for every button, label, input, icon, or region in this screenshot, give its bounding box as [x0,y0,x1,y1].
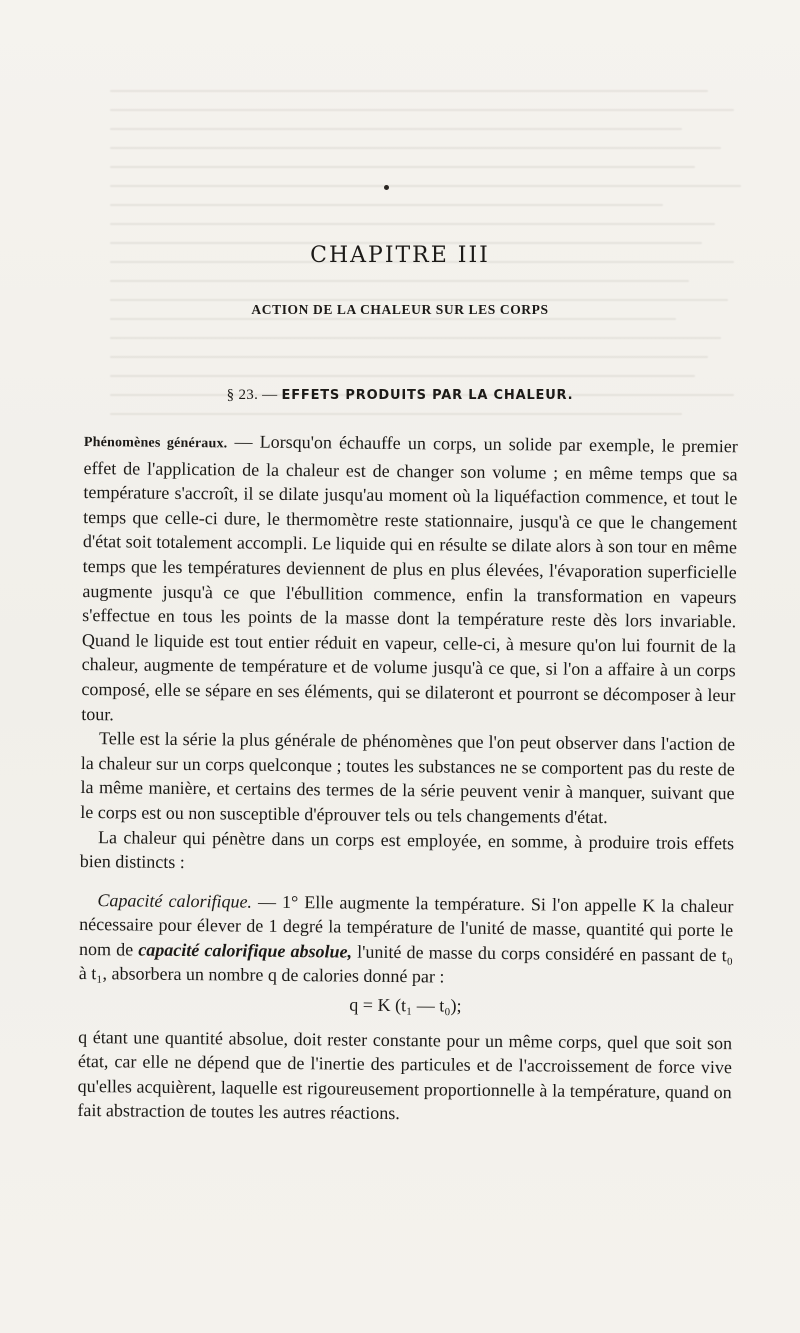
ink-dot [384,185,389,190]
paragraph-text: l'unité de masse du corps considéré en passant de t₀ à t₁, absorbera un nombre q de calories donné par : [78,941,734,987]
paragraph-text: — 1° Elle augmente la température. Si l'on appelle K la chaleur nécessaire pour élever de 1 degré la température de l'unité de masse, quantité qui porte le nom de [78,891,734,960]
paragraph-effets: La chaleur qui pénètre dans un corps est employée, en somme, à produire trois effets bien distincts : [79,826,735,873]
chapter-number: CHAPITRE III [310,243,490,268]
body-text [77,428,738,1129]
paragraph-q: q étant une quantité absolue, doit rester constante pour un même corps, quel que soit son état, car elle ne dépend que de l'inertie des particules et de l'accroissement de force vive qu'elles acquièrent, laquelle est rigoureusement proportionnelle à la température, quand on fait abstraction de toutes les autres réactions. [77,1026,733,1124]
section-heading [0,387,800,404]
paragraph-lead-in: Phénomènes généraux. [83,434,228,452]
section-number: § 23. — [226,387,278,403]
section-title: EFFETS PRODUITS PAR LA CHALEUR. [281,388,574,403]
formula: q = K (t₁ — t₀); [349,994,462,1016]
paragraph-phenomenes [81,428,738,732]
chapter-title: ACTION DE LA CHALEUR SUR LES CORPS [251,302,549,317]
term-capacite-absolue: capacité calorifique absolue, [138,939,353,962]
paragraph-text: — Lorsqu'on échauffe un corps, un solide par exemple, le premier effet de l'application de la chaleur est de changer son volume ; en même temps que sa température s'accroît, il se dilate jusqu'au moment où la liquéfaction commence, et tout le temps que celle-ci dure, le thermomètre reste stationnaire, jusqu'à ce que le changement d'état soit totalement accompli. Le liquide qui en résulte se dilate alors à son tour en même temps que les températures deviennent de plus en plus élevées, l'évaporation superficielle augmente jusqu'à ce que l'ébullition commence, enfin la transformation en vapeurs s'effectue en tous les points de la masse dont la température reste dès lors invariable. Quand le liquide est tout entier réduit en vapeur, celle-ci, à mesure qu'on lui fournit de la chaleur, augmente de température et de volume jusqu'à ce que, si l'on a affaire à un corps composé, elle se sépare en ses éléments, qui se dilateront et pourront se décomposer à leur tour. [81,431,738,724]
paragraph-serie: Telle est la série la plus générale de phénomènes que l'on peut observer dans l'action de la chaleur sur un corps quelconque ; toutes les substances ne se comportent pas du reste de la même manière, et certains des termes de la série peuvent venir à manquer, suivant que le corps est ou non susceptible d'éprouver tels ou tels changements d'état. [80,728,736,827]
paragraph-lead-in: Capacité calorifique. [97,889,253,912]
paragraph-capacite [79,888,734,993]
